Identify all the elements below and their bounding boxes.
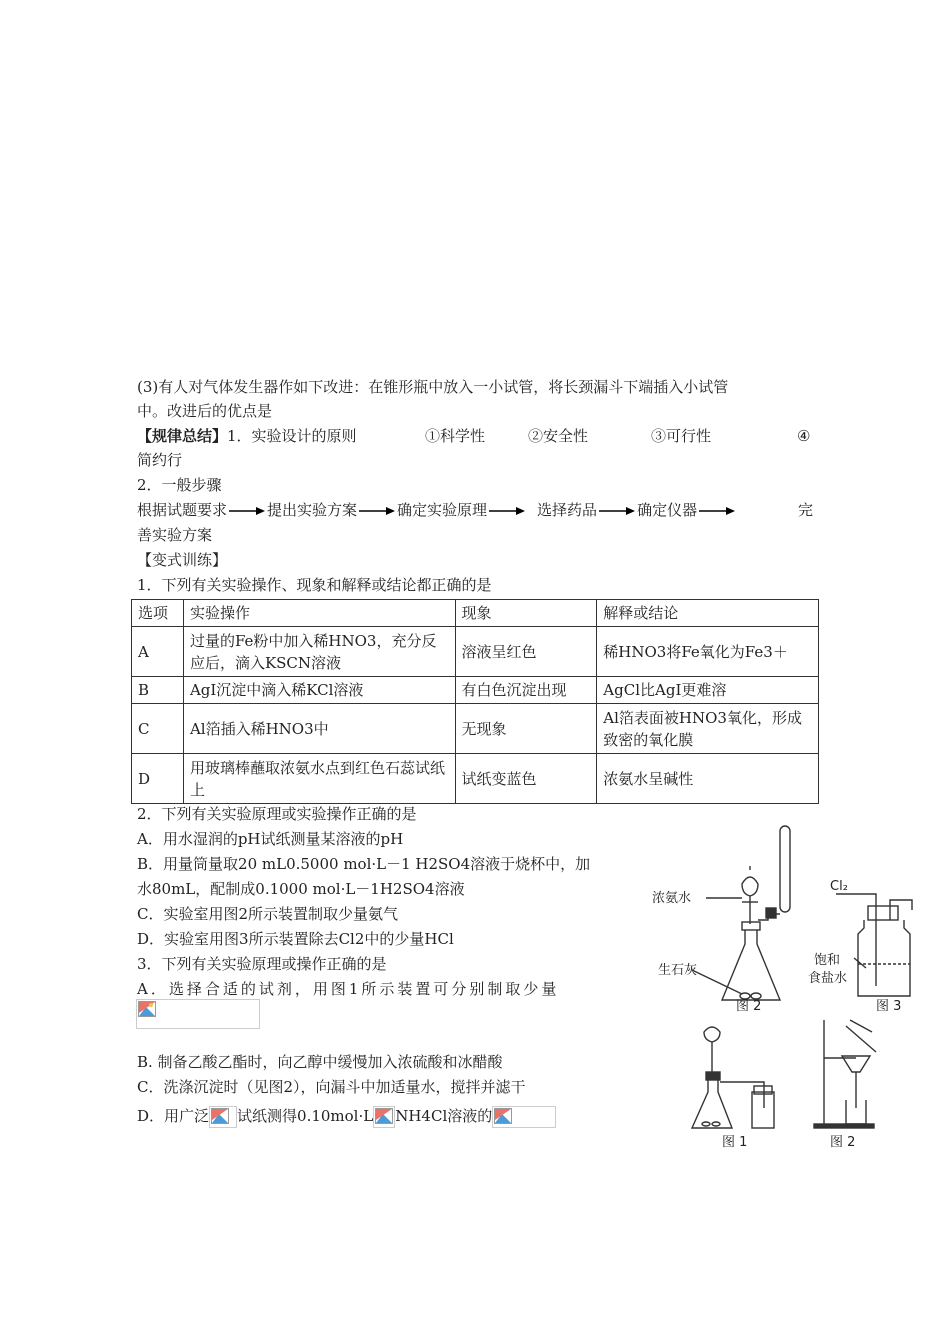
broken-image-placeholder [209, 1106, 237, 1128]
cell-conclusion: 稀HNO3将Fe氧化为Fe3＋ [597, 627, 819, 677]
q3-option-c: C．洗涤沉淀时（见图2），向漏斗中加适量水，搅拌并滤干 [137, 1078, 526, 1096]
broken-image-icon [375, 1108, 393, 1124]
broken-image-icon [494, 1108, 512, 1124]
section3-line2: 中。改进后的优点是 [137, 402, 273, 420]
table-row [132, 627, 819, 677]
arrow-icon [699, 506, 735, 516]
table-row [132, 754, 819, 804]
cell-phenomenon: 有白色沉淀出现 [455, 677, 597, 704]
label-saturated: 饱和 [814, 953, 841, 968]
cell-operation: AgI沉淀中滴入稀KCl溶液 [183, 677, 455, 704]
summary-label: 【规律总结】 [137, 427, 228, 445]
cell-phenomenon: 无现象 [455, 704, 597, 754]
caption-fig3: 图 3 [876, 999, 902, 1014]
q2-option-c: C．实验室用图2所示装置制取少量氨气 [137, 905, 399, 923]
table-row [132, 704, 819, 754]
cell-option: C [132, 704, 184, 754]
q3-d-part3: NH4Cl溶液的 [395, 1107, 493, 1125]
q3-option-b: B. 制备乙酸乙酯时，向乙醇中缓慢加入浓硫酸和冰醋酸 [137, 1053, 503, 1071]
q2-option-b2: 水80mL，配制成0.1000 mol·L－1H2SO4溶液 [137, 880, 465, 898]
q3-d-part1: D．用广泛 [137, 1107, 210, 1125]
step-1: 根据试题要求 [137, 501, 228, 519]
cell-phenomenon: 试纸变蓝色 [455, 754, 597, 804]
cell-conclusion: 浓氨水呈碱性 [597, 754, 819, 804]
cell-operation: Al箔插入稀HNO3中 [183, 704, 455, 754]
figure-gas-generator [688, 1020, 798, 1150]
cell-phenomenon: 溶液呈红色 [455, 627, 597, 677]
section3-line1: (3)有人对气体发生器作如下改进：在锥形瓶中放入一小试管，将长颈漏斗下端插入小试管 [137, 378, 729, 396]
figure-filtration [806, 1018, 896, 1150]
q1-question: 1．下列有关实验操作、现象和解释或结论都正确的是 [137, 576, 492, 594]
q2-option-d: D．实验室用图3所示装置除去Cl2中的少量HCl [137, 930, 454, 948]
cell-conclusion: Al箔表面被HNO3氧化，形成致密的氧化膜 [597, 704, 819, 754]
q3-question: 3．下列有关实验原理或操作正确的是 [137, 955, 387, 973]
figure-chlorine-washing [806, 880, 918, 1014]
figure-ammonia-apparatus [650, 822, 800, 1014]
summary-line2: 简约行 [137, 451, 183, 469]
broken-image-icon [211, 1108, 229, 1124]
cell-operation: 用玻璃棒蘸取浓氨水点到红色石蕊试纸上 [183, 754, 455, 804]
step-4: 选择药品 [537, 501, 598, 519]
label-brine: 食盐水 [808, 971, 848, 986]
summary-principle: 1．实验设计的原则 [227, 427, 357, 445]
steps-title: 2．一般步骤 [137, 476, 222, 494]
broken-image-placeholder [373, 1106, 395, 1128]
label-cl2: Cl₂ [830, 880, 848, 894]
arrow-icon [359, 506, 395, 516]
broken-image-placeholder [492, 1106, 556, 1128]
label-ammonia: 浓氨水 [652, 891, 692, 906]
steps-flow [137, 499, 737, 521]
cell-operation: 过量的Fe粉中加入稀HNO3，充分反应后，滴入KSCN溶液 [183, 627, 455, 677]
q1-table [131, 599, 819, 804]
step-3: 确定实验原理 [397, 501, 488, 519]
table-header-row [132, 600, 819, 627]
training-label: 【变式训练】 [137, 551, 228, 569]
q2-option-b1: B．用量筒量取20 mL0.5000 mol·L－1 H2SO4溶液于烧杯中，加 [137, 855, 591, 873]
arrow-icon [489, 506, 525, 516]
step-5: 确定仪器 [637, 501, 698, 519]
header-conclusion: 解释或结论 [597, 600, 819, 627]
header-option: 选项 [132, 600, 184, 627]
q2-question: 2．下列有关实验原理或实验操作正确的是 [137, 805, 417, 823]
cell-option: D [132, 754, 184, 804]
cell-option: B [132, 677, 184, 704]
q3-option-a: A．选择合适的试剂，用图1所示装置可分别制取少量 [137, 980, 560, 998]
step-6: 完 [798, 501, 814, 519]
arrow-icon [599, 506, 635, 516]
principle-2: ②安全性 [528, 427, 589, 445]
table-row [132, 677, 819, 704]
header-phenomenon: 现象 [455, 600, 597, 627]
caption-fig2b: 图 2 [830, 1135, 856, 1150]
q2-option-a: A．用水湿润的pH试纸测量某溶液的pH [137, 830, 404, 848]
caption-fig1: 图 1 [722, 1135, 748, 1150]
arrow-icon [229, 506, 265, 516]
summary-line [137, 425, 357, 447]
caption-fig2: 图 2 [736, 999, 762, 1014]
broken-image-icon [138, 1001, 156, 1017]
principle-4: ④ [797, 427, 811, 445]
principle-1: ①科学性 [425, 427, 486, 445]
header-operation: 实验操作 [183, 600, 455, 627]
steps-line2: 善实验方案 [137, 526, 213, 544]
principle-3: ③可行性 [651, 427, 712, 445]
broken-image-placeholder [136, 999, 260, 1029]
label-quicklime: 生石灰 [658, 963, 698, 978]
cell-option: A [132, 627, 184, 677]
cell-conclusion: AgCl比AgI更难溶 [597, 677, 819, 704]
step-2: 提出实验方案 [267, 501, 358, 519]
q3-d-part2: 试纸测得0.10mol·L [237, 1107, 374, 1125]
q3-option-d [137, 1105, 556, 1128]
